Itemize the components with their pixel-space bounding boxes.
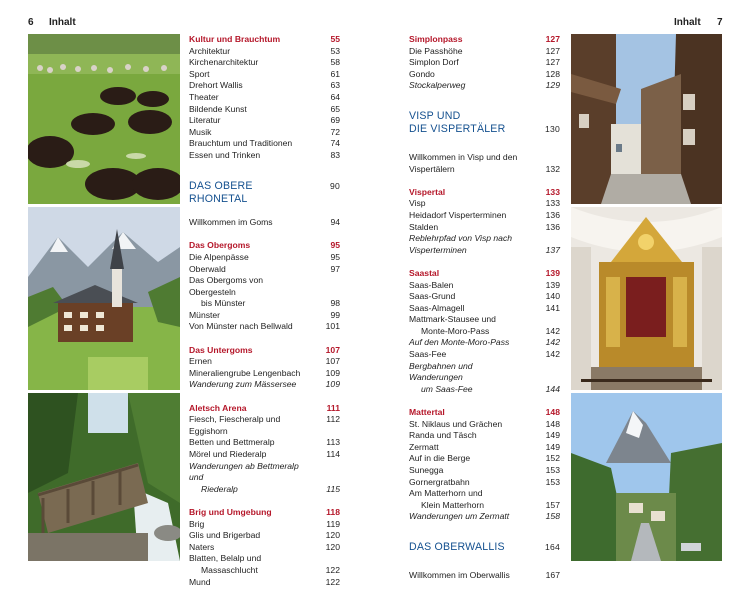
toc-entry-title: Vispertal bbox=[409, 186, 446, 197]
toc-entry-title: Am Matterhorn und bbox=[409, 488, 483, 499]
toc-entry-page: 144 bbox=[545, 383, 560, 394]
toc-entry-title: Saas-Balen bbox=[409, 279, 454, 290]
toc-entry-title: Wanderungen ab Bettmeralp und bbox=[189, 460, 299, 483]
toc-entry[interactable] bbox=[189, 519, 340, 531]
toc-entry-page: 69 bbox=[330, 115, 340, 126]
toc-entry-title: Vispertälern bbox=[409, 163, 455, 174]
toc-entry-page: 99 bbox=[330, 309, 340, 320]
toc-entry-page: 61 bbox=[330, 68, 340, 79]
toc-spacer bbox=[189, 206, 340, 218]
toc-entry[interactable] bbox=[189, 80, 340, 92]
toc-entry-page: 142 bbox=[545, 349, 560, 360]
toc-entry-title: Reblehrpfad von Visp nach bbox=[409, 233, 513, 244]
photo-forest-bridge bbox=[28, 393, 180, 561]
toc-entry[interactable] bbox=[409, 152, 560, 164]
toc-entry[interactable] bbox=[409, 541, 560, 554]
toc-entry-title: Heidadorf Visperterminen bbox=[409, 209, 507, 220]
toc-entry[interactable] bbox=[189, 69, 340, 81]
toc-entry-title: Brig bbox=[189, 518, 205, 529]
toc-entry-title: Von Münster nach Bellwald bbox=[189, 321, 293, 332]
toc-entry-page: 109 bbox=[325, 379, 340, 390]
toc-entry[interactable] bbox=[409, 419, 560, 431]
toc-entry[interactable] bbox=[189, 553, 340, 565]
toc-entry[interactable] bbox=[409, 57, 560, 69]
toc-entry-title: Saastal bbox=[409, 267, 440, 278]
toc-entry-page: 157 bbox=[545, 499, 560, 510]
photo-baroque-altar bbox=[571, 207, 722, 390]
toc-entry-title: Mineraliengrube Lengenbach bbox=[189, 367, 301, 378]
toc-entry[interactable] bbox=[409, 488, 560, 500]
toc-entry-title: Klein Matterhorn bbox=[421, 499, 485, 510]
toc-entry[interactable] bbox=[409, 164, 560, 176]
toc-entry-title: Das Obergoms von Obergesteln bbox=[189, 275, 264, 297]
toc-entry[interactable] bbox=[409, 69, 560, 81]
toc-entry[interactable] bbox=[409, 80, 560, 92]
toc-entry-page: 114 bbox=[326, 449, 340, 459]
toc-entry-page: 128 bbox=[545, 68, 560, 79]
toc-entry-page: 149 bbox=[545, 430, 560, 441]
toc-entry-title: Oberwald bbox=[189, 263, 226, 274]
toc-entry[interactable] bbox=[409, 477, 560, 489]
toc-entry[interactable] bbox=[409, 268, 560, 280]
toc-entry-page: 119 bbox=[326, 518, 340, 529]
toc-entry[interactable] bbox=[189, 57, 340, 69]
toc-entry[interactable] bbox=[409, 245, 560, 257]
toc-entry-page: 148 bbox=[545, 407, 560, 418]
toc-entry[interactable] bbox=[189, 461, 340, 484]
toc-entry-page: 120 bbox=[325, 530, 340, 541]
toc-entry-page: 142 bbox=[545, 325, 560, 336]
toc-entry[interactable] bbox=[409, 465, 560, 477]
toc-entry-page: 83 bbox=[330, 149, 340, 160]
toc-entry-title: Stalden bbox=[409, 221, 439, 232]
toc-entry-title: Simplonpass bbox=[409, 34, 463, 44]
toc-entry-title: Gornergratbahn bbox=[409, 476, 470, 487]
toc-entry[interactable] bbox=[189, 507, 340, 519]
toc-entry-title: Randa und Täsch bbox=[409, 430, 477, 441]
toc-entry-page: 122 bbox=[325, 564, 340, 575]
toc-entry-title: Essen und Trinken bbox=[189, 149, 261, 160]
toc-entry-title: Saas-Fee bbox=[409, 349, 447, 360]
toc-entry-title: Drehort Wallis bbox=[189, 80, 243, 91]
toc-entry[interactable] bbox=[189, 368, 340, 380]
toc-entry[interactable] bbox=[409, 280, 560, 292]
toc-entry-title: Simplon Dorf bbox=[409, 57, 459, 68]
toc-entry-page: 148 bbox=[545, 418, 560, 429]
toc-spacer bbox=[409, 92, 560, 110]
toc-entry-title: Massaschlucht bbox=[201, 564, 258, 575]
toc-entry[interactable] bbox=[189, 127, 340, 139]
toc-entry[interactable] bbox=[409, 511, 560, 523]
toc-entry-page: 111 bbox=[326, 402, 340, 413]
toc-entry-title: Die Alpenpässe bbox=[189, 251, 249, 262]
toc-entry-page: 153 bbox=[545, 465, 560, 475]
toc-entry[interactable] bbox=[189, 530, 340, 542]
left-page-number: 6 bbox=[28, 17, 34, 28]
toc-entry-page: 122 bbox=[325, 576, 340, 587]
toc-entry[interactable] bbox=[189, 252, 340, 264]
toc-spacer bbox=[189, 495, 340, 507]
toc-spacer bbox=[409, 175, 560, 187]
toc-entry-title: Gondo bbox=[409, 68, 435, 79]
toc-entry-title: Bergbahnen und Wanderungen bbox=[409, 360, 473, 383]
toc-entry-page: 129 bbox=[545, 80, 560, 91]
toc-entry-page: 95 bbox=[330, 240, 340, 251]
toc-entry[interactable] bbox=[189, 542, 340, 554]
toc-entry-title: Naters bbox=[189, 541, 215, 552]
toc-entry-title: Ernen bbox=[189, 356, 212, 367]
toc-entry-title: Das Untergoms bbox=[189, 344, 253, 355]
toc-entry[interactable] bbox=[409, 500, 560, 512]
toc-entry-page: 140 bbox=[545, 291, 560, 302]
toc-entry-page: 164 bbox=[545, 541, 560, 552]
toc-entry-page: 127 bbox=[545, 57, 560, 68]
toc-entry-page: 90 bbox=[330, 180, 340, 191]
toc-entry-title: VISP UND bbox=[409, 109, 461, 122]
toc-entry-title: Sport bbox=[189, 68, 210, 79]
toc-entry-title: Brig und Umgebung bbox=[189, 506, 272, 517]
toc-entry-title: Fiesch, Fiescheralp und Eggishorn bbox=[189, 414, 281, 436]
toc-entry-page: 98 bbox=[330, 298, 340, 309]
toc-entry[interactable] bbox=[189, 414, 340, 437]
toc-entry-page: 113 bbox=[326, 437, 340, 448]
toc-entry-title: Visp bbox=[409, 198, 426, 209]
toc-entry-page: 132 bbox=[545, 163, 560, 174]
toc-entry[interactable] bbox=[189, 217, 340, 229]
toc-entry-page: 133 bbox=[545, 186, 560, 197]
toc-entry[interactable] bbox=[409, 442, 560, 454]
toc-entry-page: 149 bbox=[545, 441, 560, 452]
toc-entry-page: 53 bbox=[330, 45, 340, 56]
toc-spacer bbox=[189, 333, 340, 345]
toc-entry-page: 72 bbox=[330, 126, 340, 137]
photo-cows-meadow bbox=[28, 34, 180, 204]
toc-entry[interactable] bbox=[409, 407, 560, 419]
toc-entry-page: 107 bbox=[325, 344, 340, 355]
toc-entry-title: Aletsch Arena bbox=[189, 402, 247, 413]
toc-entry-title: Willkommen in Visp und den bbox=[409, 151, 518, 162]
toc-entry-title: DIE VISPERTÄLER bbox=[409, 122, 506, 135]
toc-entry[interactable] bbox=[189, 403, 340, 415]
toc-entry-title: Auf in die Berge bbox=[409, 453, 471, 464]
toc-entry-title: Blatten, Belalp und bbox=[189, 553, 262, 564]
toc-entry-page: 137 bbox=[545, 244, 560, 255]
toc-entry[interactable] bbox=[189, 34, 340, 46]
toc-entry-title: Mattertal bbox=[409, 407, 445, 418]
toc-entry-page: 115 bbox=[326, 483, 340, 494]
right-toc bbox=[409, 34, 560, 582]
toc-entry-page: 107 bbox=[325, 356, 340, 367]
toc-entry-title: Das Obergoms bbox=[189, 240, 251, 251]
toc-entry-page: 130 bbox=[545, 123, 560, 134]
toc-entry-page: 158 bbox=[545, 511, 560, 522]
toc-entry-title: Monte-Moro-Pass bbox=[421, 325, 490, 336]
toc-entry[interactable] bbox=[409, 303, 560, 315]
toc-entry-title: Visperterminen bbox=[409, 244, 467, 255]
toc-entry-title: DAS OBERE RHONETAL bbox=[189, 179, 253, 205]
toc-entry-page: 141 bbox=[545, 302, 560, 313]
toc-entry-title: Wanderungen um Zermatt bbox=[409, 511, 510, 522]
toc-entry-page: 153 bbox=[545, 476, 560, 487]
toc-entry-page: 64 bbox=[330, 91, 340, 102]
toc-entry-title: Saas-Grund bbox=[409, 291, 456, 302]
toc-entry[interactable] bbox=[189, 275, 340, 298]
toc-entry[interactable] bbox=[189, 577, 340, 589]
toc-entry[interactable] bbox=[189, 92, 340, 104]
toc-entry-title: Mörel und Riederalp bbox=[189, 449, 267, 459]
toc-entry[interactable] bbox=[409, 210, 560, 222]
toc-entry-title: Willkommen im Oberwallis bbox=[409, 569, 510, 580]
toc-entry[interactable] bbox=[189, 180, 340, 206]
toc-entry-title: Riederalp bbox=[201, 483, 238, 494]
photo-alpine-chapel bbox=[28, 207, 180, 390]
toc-entry[interactable] bbox=[189, 240, 340, 252]
toc-entry-title: Musik bbox=[189, 126, 212, 137]
toc-entry[interactable] bbox=[189, 104, 340, 116]
toc-entry-title: Betten und Bettmeralp bbox=[189, 437, 275, 448]
toc-entry[interactable] bbox=[409, 198, 560, 210]
toc-entry[interactable] bbox=[409, 453, 560, 465]
toc-entry[interactable] bbox=[409, 46, 560, 58]
toc-spacer bbox=[409, 136, 560, 152]
toc-entry-page: 95 bbox=[330, 251, 340, 262]
toc-entry[interactable] bbox=[409, 110, 560, 123]
toc-entry[interactable] bbox=[189, 379, 340, 391]
toc-entry-page: 136 bbox=[545, 221, 560, 232]
toc-entry-title: bis Münster bbox=[201, 298, 246, 309]
toc-entry-page: 109 bbox=[325, 367, 340, 378]
toc-entry-title: Die Passhöhe bbox=[409, 45, 463, 56]
toc-entry[interactable] bbox=[409, 123, 560, 136]
toc-entry-title: Bildende Kunst bbox=[189, 103, 247, 114]
toc-entry-page: 120 bbox=[325, 541, 340, 552]
toc-entry[interactable] bbox=[189, 298, 340, 310]
toc-entry-page: 152 bbox=[545, 453, 560, 464]
toc-entry[interactable] bbox=[409, 430, 560, 442]
toc-entry-page: 133 bbox=[545, 198, 560, 209]
toc-spacer bbox=[409, 554, 560, 570]
toc-entry-title: Auf den Monte-Moro-Pass bbox=[409, 337, 510, 348]
toc-entry-page: 139 bbox=[545, 279, 560, 290]
toc-entry-title: Literatur bbox=[189, 115, 221, 126]
right-page-number: 7 bbox=[717, 17, 723, 28]
toc-entry[interactable] bbox=[189, 150, 340, 162]
toc-entry[interactable] bbox=[189, 449, 340, 461]
toc-entry[interactable] bbox=[189, 484, 340, 496]
toc-entry[interactable] bbox=[189, 437, 340, 449]
toc-entry-page: 58 bbox=[330, 57, 340, 68]
toc-entry-title: Architektur bbox=[189, 45, 231, 56]
toc-entry[interactable] bbox=[189, 565, 340, 577]
photo-village-alley bbox=[571, 34, 722, 204]
toc-entry[interactable] bbox=[409, 34, 560, 46]
toc-entry[interactable] bbox=[189, 46, 340, 58]
toc-entry[interactable] bbox=[409, 384, 560, 396]
toc-entry[interactable] bbox=[189, 138, 340, 150]
toc-entry-page: 139 bbox=[545, 267, 560, 278]
toc-entry-title: Stockalperweg bbox=[409, 80, 466, 91]
toc-entry-page: 112 bbox=[326, 414, 340, 425]
toc-spacer bbox=[409, 256, 560, 268]
toc-spacer bbox=[189, 162, 340, 180]
toc-entry-title: Kultur und Brauchtum bbox=[189, 34, 281, 44]
toc-entry-page: 136 bbox=[545, 209, 560, 220]
toc-entry-title: Saas-Almagell bbox=[409, 302, 465, 313]
toc-entry-title: Kirchenarchitektur bbox=[189, 57, 259, 68]
toc-entry[interactable] bbox=[409, 570, 560, 582]
toc-entry[interactable] bbox=[189, 264, 340, 276]
toc-entry[interactable] bbox=[189, 356, 340, 368]
toc-entry-page: 127 bbox=[545, 45, 560, 56]
toc-entry[interactable] bbox=[409, 361, 560, 384]
toc-entry[interactable] bbox=[189, 115, 340, 127]
toc-entry-title: Wanderung zum Mässersee bbox=[189, 379, 297, 390]
toc-entry-title: Mattmark-Stausee und bbox=[409, 314, 496, 325]
toc-entry-page: 127 bbox=[545, 34, 560, 44]
photo-matterhorn-zermatt bbox=[571, 393, 722, 561]
toc-entry-page: 65 bbox=[330, 103, 340, 114]
toc-spacer bbox=[409, 523, 560, 541]
toc-entry-page: 101 bbox=[325, 321, 340, 332]
toc-spacer bbox=[409, 395, 560, 407]
toc-entry-page: 74 bbox=[330, 138, 340, 149]
toc-entry[interactable] bbox=[409, 337, 560, 349]
toc-entry-page: 167 bbox=[545, 569, 560, 580]
toc-entry[interactable] bbox=[409, 291, 560, 303]
toc-entry-title: St. Niklaus und Grächen bbox=[409, 418, 503, 429]
toc-entry[interactable] bbox=[409, 314, 560, 326]
toc-entry[interactable] bbox=[189, 345, 340, 357]
toc-entry[interactable] bbox=[409, 349, 560, 361]
toc-entry-title: Glis und Brigerbad bbox=[189, 530, 261, 541]
toc-entry[interactable] bbox=[189, 321, 340, 333]
toc-entry[interactable] bbox=[409, 326, 560, 338]
toc-entry-title: DAS OBERWALLIS bbox=[409, 540, 505, 553]
toc-spacer bbox=[189, 229, 340, 241]
toc-spacer bbox=[189, 391, 340, 403]
toc-entry[interactable] bbox=[189, 310, 340, 322]
toc-entry-title: Münster bbox=[189, 309, 221, 320]
left-page-title: Inhalt bbox=[49, 17, 76, 28]
toc-entry-title: Sunegga bbox=[409, 465, 444, 475]
toc-entry[interactable] bbox=[409, 233, 560, 245]
toc-entry-page: 97 bbox=[330, 263, 340, 274]
left-toc bbox=[189, 34, 340, 588]
toc-entry-title: Willkommen im Goms bbox=[189, 217, 273, 228]
toc-entry-title: Mund bbox=[189, 576, 211, 587]
toc-entry-page: 118 bbox=[326, 506, 340, 517]
toc-entry-page: 63 bbox=[330, 80, 340, 91]
toc-entry-page: 142 bbox=[545, 337, 560, 348]
toc-entry[interactable] bbox=[409, 187, 560, 199]
toc-entry-title: Zermatt bbox=[409, 441, 439, 452]
toc-entry-page: 55 bbox=[330, 34, 340, 44]
toc-entry-page: 94 bbox=[330, 217, 340, 228]
toc-entry-title: um Saas-Fee bbox=[421, 383, 473, 394]
toc-entry-title: Theater bbox=[189, 91, 219, 102]
toc-entry-title: Brauchtum und Traditionen bbox=[189, 138, 293, 149]
toc-entry[interactable] bbox=[409, 222, 560, 234]
right-page-title: Inhalt bbox=[674, 17, 701, 28]
